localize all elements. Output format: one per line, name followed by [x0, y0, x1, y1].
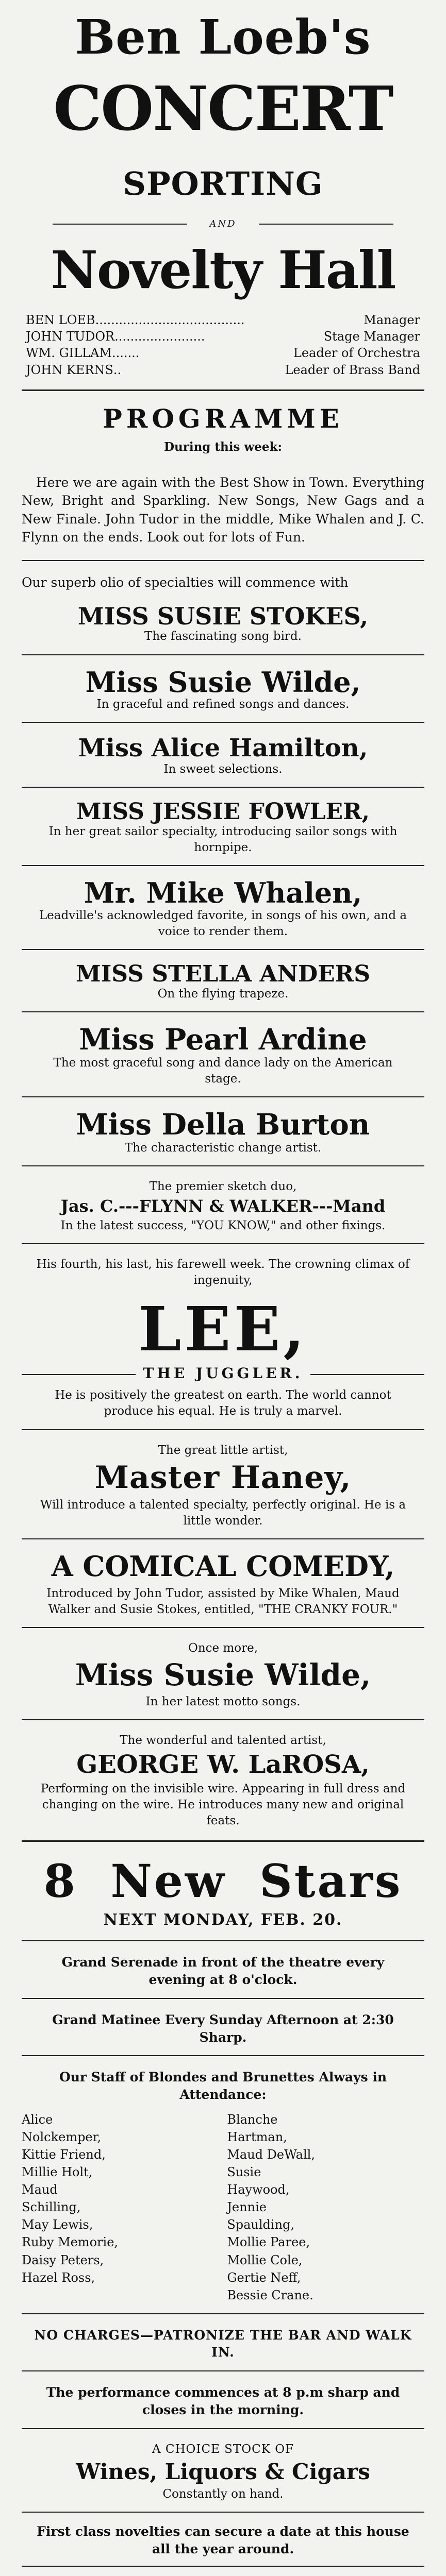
larosa-name: GEORGE W. LaROSA,	[76, 1750, 370, 1780]
larosa-intro: The wonderful and talented artist,	[120, 1734, 326, 1748]
lee-desc: He is positively the greatest on earth. The world cannot produce his equal. He is truly a marvel.	[55, 1388, 391, 1418]
list-item: Blanche Hartman,	[227, 2112, 287, 2144]
staff-dots: .......................	[114, 329, 205, 344]
divider	[22, 2566, 424, 2567]
staff-list	[22, 312, 424, 379]
sketch-duo	[22, 1179, 424, 1234]
wines-intro: A CHOICE STOCK OF	[152, 2442, 294, 2456]
lee-intro: His fourth, his last, his farewell week. The crowning climax of ingenuity,	[36, 1258, 410, 1287]
act-title: Miss Alice Hamilton,	[78, 734, 368, 763]
specialties-intro: Our superb olio of specialties will commence with	[22, 574, 349, 590]
list-item: Maud DeWall,	[227, 2147, 315, 2162]
blondes-right-column	[227, 2111, 424, 2304]
performance-note: The performance commences at 8 p.m sharp and closes in the morning.	[46, 2385, 400, 2417]
masthead-sporting: SPORTING	[123, 165, 323, 203]
comical-comedy	[22, 1549, 424, 1618]
list-item: May Lewis,	[22, 2217, 93, 2232]
staff-dots: ..	[113, 362, 122, 377]
blondes-left-column	[22, 2111, 219, 2304]
stars-date: NEXT MONDAY, FEB. 20.	[103, 1911, 343, 1929]
staff-name: BEN LOEB	[26, 312, 95, 327]
serenade-note: Grand Serenade in front of the theatre every evening at 8 o'clock.	[61, 1955, 385, 1988]
masthead	[22, 0, 424, 300]
act	[22, 665, 424, 713]
haney-intro: The great little artist,	[158, 1443, 288, 1457]
lee-subtitle-row	[22, 1365, 424, 1383]
masthead-concert: CONCERT	[53, 72, 393, 144]
act	[22, 1025, 424, 1087]
staff-row	[26, 312, 420, 328]
act-desc: The most graceful song and dance lady on the American stage.	[53, 1056, 393, 1086]
staff-role: Leader of Orchestra	[293, 346, 420, 361]
act	[22, 735, 424, 777]
act-desc: The characteristic change artist.	[124, 1141, 322, 1155]
sketch-desc: In the latest success, "YOU KNOW," and other fixings.	[60, 1219, 386, 1233]
and-divider	[22, 218, 424, 230]
wilde-intro: Once more,	[188, 1641, 258, 1655]
programme-section	[22, 405, 424, 455]
staff-row	[26, 328, 420, 345]
act-desc: On the flying trapeze.	[157, 987, 289, 1001]
act-title: Miss Susie Wilde,	[85, 665, 361, 699]
staff-row	[26, 345, 420, 361]
susie-wilde-encore	[22, 1640, 424, 1710]
act-title: Miss Della Burton	[76, 1107, 370, 1142]
staff-name: JOHN KERNS	[26, 362, 113, 377]
programme-intro: Here we are again with the Best Show in Town. Everything New, Bright and Sparkling. New Songs, New Gags and a New Finale. John Tudor in the middle, Mike Whalen and J. C. Flynn on the ends. Look out for lots of Fun.	[22, 474, 424, 545]
larosa-desc: Performing on the invisible wire. Appearing in full dress and changing on the wire. He introduces many new and original feats.	[40, 1782, 406, 1827]
act-title: MISS STELLA ANDERS	[76, 960, 370, 987]
act-desc: The fascinating song bird.	[144, 630, 302, 643]
act-title: MISS SUSIE STOKES,	[77, 602, 369, 631]
act-title: Mr. Mike Whalen,	[84, 876, 362, 909]
list-item: Daisy Peters,	[22, 2252, 104, 2267]
blondes-section	[22, 2069, 424, 2303]
master-haney	[22, 1443, 424, 1529]
list-item: Jennie Spaulding,	[227, 2200, 295, 2232]
list-item: Bessie Crane.	[227, 2287, 313, 2302]
act	[22, 604, 424, 645]
footer-note: First class novelties can secure a date at this house all the year around.	[37, 2523, 409, 2556]
list-item: Alice Nolckemper,	[22, 2112, 102, 2144]
list-item: Mollie Paree,	[227, 2235, 310, 2250]
lee-juggler	[22, 1257, 424, 1419]
list-item: Kittie Friend,	[22, 2147, 106, 2162]
masthead-hall: Novelty Hall	[51, 239, 395, 300]
comedy-desc: Introduced by John Tudor, assisted by Mike Whalen, Maud Walker and Susie Stokes, entitled, "THE CRANKY FOUR."	[46, 1587, 400, 1617]
staff-name: WM. GILLAM	[26, 346, 112, 361]
blondes-intro: Our Staff of Blondes and Brunettes Always in Attendance:	[59, 2070, 387, 2103]
matinee-note: Grand Matinee Every Sunday Afternoon at 2:30 Sharp.	[52, 2012, 394, 2045]
act-desc: Leadville's acknowledged favorite, in songs of his own, and a voice to render them.	[39, 908, 407, 938]
staff-role: Stage Manager	[323, 329, 420, 344]
wilde-name: Miss Susie Wilde,	[75, 1657, 371, 1693]
list-item: Hazel Ross,	[22, 2270, 95, 2285]
staff-row	[26, 362, 420, 378]
staff-dots: ......................................	[95, 312, 245, 327]
sketch-title: Jas. C.---FLYNN & WALKER---Mand	[60, 1196, 386, 1216]
list-item: Susie Haywood,	[227, 2165, 290, 2197]
list-item: Maud Schilling,	[22, 2182, 81, 2215]
act-title: Miss Pearl Ardine	[79, 1023, 367, 1057]
act-desc: In sweet selections.	[163, 762, 283, 776]
wilde-desc: In her latest motto songs.	[145, 1695, 301, 1709]
no-charges-note: NO CHARGES—PATRONIZE THE BAR AND WALK IN.	[34, 2327, 412, 2360]
haney-name: Master Haney,	[94, 1459, 352, 1496]
sketch-intro: The premier sketch duo,	[149, 1179, 297, 1193]
staff-role: Manager	[364, 312, 420, 327]
staff-role: Leader of Brass Band	[285, 362, 420, 377]
wines-title: Wines, Liquors & Cigars	[76, 2459, 370, 2484]
programme-during: During this week:	[164, 439, 282, 454]
act	[22, 1107, 424, 1156]
act	[22, 878, 424, 940]
lee-name: LEE,	[138, 1293, 308, 1365]
staff-name: JOHN TUDOR	[26, 329, 115, 344]
blondes-columns	[22, 2111, 424, 2304]
list-item: Ruby Memorie,	[22, 2235, 119, 2250]
lee-subtitle: THE JUGGLER.	[143, 1365, 303, 1382]
haney-desc: Will introduce a talented specialty, perfectly original. He is a little wonder.	[40, 1498, 406, 1528]
masthead-and: AND	[209, 218, 237, 229]
act-title: MISS JESSIE FOWLER,	[76, 798, 370, 825]
comedy-title: A COMICAL COMEDY,	[51, 1549, 395, 1583]
staff-dots: .......	[111, 346, 140, 361]
list-item: Millie Holt,	[22, 2165, 93, 2180]
programme-title: PROGRAMME	[103, 403, 343, 434]
act	[22, 962, 424, 1002]
masthead-name: Ben Loeb's	[75, 9, 371, 65]
larosa	[22, 1733, 424, 1829]
list-item: Mollie Cole,	[227, 2252, 303, 2267]
list-item: Gertie Neff,	[227, 2270, 301, 2285]
act	[22, 800, 424, 856]
stars-title: 8 New Stars	[43, 1854, 403, 1908]
act-desc: In her great sailor specialty, introducing sailor songs with hornpipe.	[48, 824, 398, 854]
wines-note: Constantly on hand.	[162, 2487, 284, 2501]
act-desc: In graceful and refined songs and dances.	[96, 698, 350, 711]
wines-section	[22, 2442, 424, 2502]
new-stars	[22, 1854, 424, 1929]
